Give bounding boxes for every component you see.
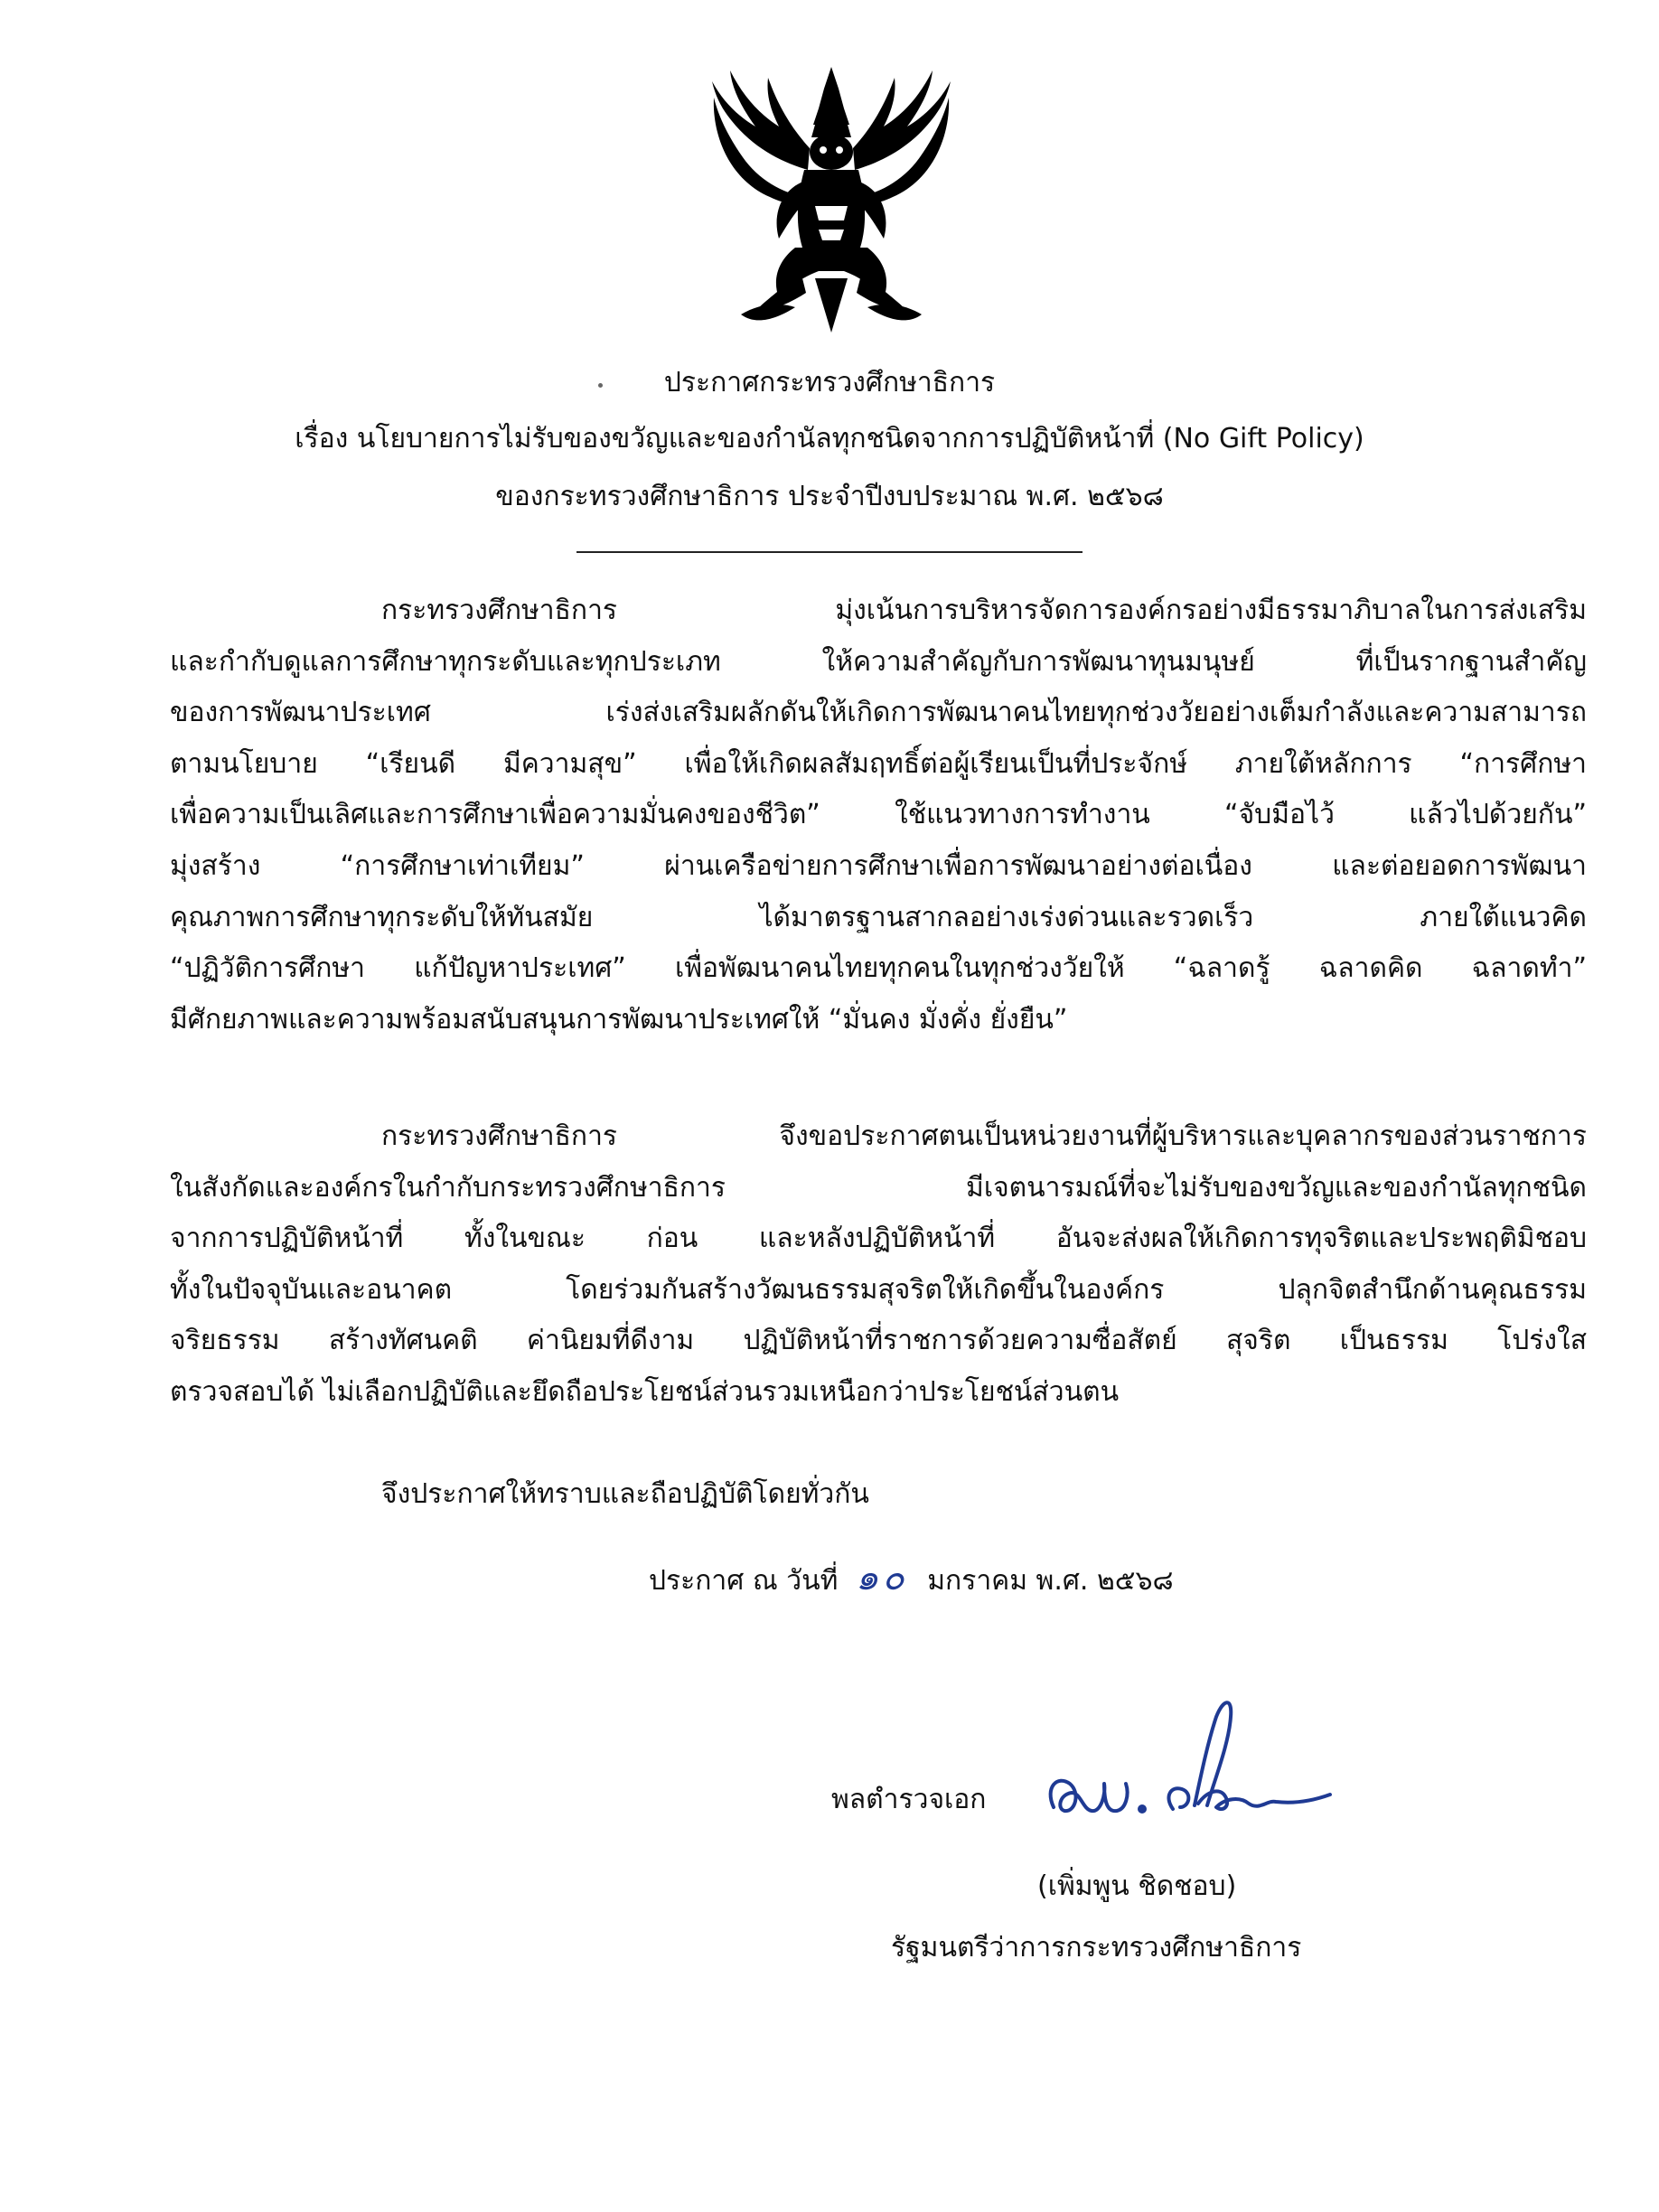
paragraph-line: มีศักยภาพและความพร้อมสนับสนุนการพัฒนาประเทศให้ “มั่นคง มั่งคั่ง ยั่งยืน”: [170, 1003, 1068, 1036]
signer-position: รัฐมนตรีว่าการกระทรวงศึกษาธิการ: [891, 1932, 1302, 1964]
announcement-title: ประกาศกระทรวงศึกษาธิการ: [663, 367, 996, 398]
paragraph-line: ตรวจสอบได้ ไม่เลือกปฏิบัติและยึดถือประโยชน์ส่วนรวมเหนือกว่าประโยชน์ส่วนตน: [170, 1375, 1120, 1408]
paragraph-2: [170, 1111, 1587, 1419]
paragraph-line: ตามนโยบาย “เรียนดี มีความสุข” เพื่อให้เกิดผลสัมฤทธิ์ต่อผู้เรียนเป็นที่ประจักษ์ ภายใต้หลักการ “การศึกษา: [170, 747, 1587, 780]
paragraph-line: กระทรวงศึกษาธิการ มุ่งเน้นการบริหารจัดการองค์กรอย่างมีธรรมาภิบาลในการส่งเสริม: [381, 595, 1587, 626]
date-prefix: ประกาศ ณ วันที่: [649, 1565, 839, 1597]
paragraph-line: ในสังกัดและองค์กรในกำกับกระทรวงศึกษาธิการ มีเจตนารมณ์ที่จะไม่รับของขวัญและของกำนัลทุกชนิด: [170, 1171, 1587, 1204]
paragraph-line: มุ่งสร้าง “การศึกษาเท่าเทียม” ผ่านเครือข่ายการศึกษาเพื่อการพัฒนาอย่างต่อเนื่อง และต่อยอดการพัฒนา: [170, 849, 1587, 882]
garuda-emblem-icon: [696, 61, 967, 338]
announcement-date: [649, 1552, 1174, 1607]
paragraph-1: [170, 586, 1587, 1045]
signer-name: (เพิ่มพูน ชิดชอบ): [1037, 1870, 1237, 1902]
signer-rank: พลตำรวจเอก: [831, 1784, 987, 1815]
closing-statement: [381, 1469, 1646, 1521]
paragraph-line: จริยธรรม สร้างทัศนคติ ค่านิยมที่ดีงาม ปฏิบัติหน้าที่ราชการด้วยความซื่อสัตย์ สุจริต เป็นธรรม โปร่งใส: [170, 1325, 1587, 1357]
paragraph-line: ของการพัฒนาประเทศ เร่งส่งเสริมผลักดันให้เกิดการพัฒนาคนไทยทุกช่วงวัยอย่างเต็มกำลังและความสามารถ: [170, 697, 1587, 729]
paragraph-line: คุณภาพการศึกษาทุกระดับให้ทันสมัย ได้มาตรฐานสากลอย่างเร่งด่วนและรวดเร็ว ภายใต้แนวคิด: [170, 901, 1587, 933]
handwritten-signature-icon: [1039, 1690, 1337, 1852]
announcement-subject-line2: ของกระทรวงศึกษาธิการ ประจำปีงบประมาณ พ.ศ. ๒๕๖๘: [495, 481, 1164, 512]
date-month-year: มกราคม พ.ศ. ๒๕๖๘: [927, 1565, 1174, 1597]
paragraph-line: “ปฏิวัติการศึกษา แก้ปัญหาประเทศ” เพื่อพัฒนาคนไทยทุกคนในทุกช่วงวัยให้ “ฉลาดรู้ ฉลาดคิด ฉลาดทำ”: [170, 952, 1587, 985]
paragraph-line: กระทรวงศึกษาธิการ จึงขอประกาศตนเป็นหน่วยงานที่ผู้บริหารและบุคลากรของส่วนราชการ: [381, 1120, 1587, 1152]
announcement-subject: เรื่อง นโยบายการไม่รับของขวัญและของกำนัลทุกชนิดจากการปฏิบัติหน้าที่ (No Gift Policy): [295, 423, 1364, 455]
paragraph-line: ทั้งในปัจจุบันและอนาคต โดยร่วมกันสร้างวัฒนธรรมสุจริตให้เกิดขึ้นในองค์กร ปลุกจิตสำนึกด้านคุณธรรม: [170, 1273, 1587, 1306]
title-divider: [576, 551, 1083, 553]
paragraph-line: จากการปฏิบัติหน้าที่ ทั้งในขณะ ก่อน และหลังปฏิบัติหน้าที่ อันจะส่งผลให้เกิดการทุจริตและประพฤติมิชอบ: [170, 1223, 1587, 1255]
paragraph-line: และกำกับดูแลการศึกษาทุกระดับและทุกประเภท ให้ความสำคัญกับการพัฒนาทุนมนุษย์ ที่เป็นรากฐานสำคัญ: [170, 645, 1587, 678]
closing-line: จึงประกาศให้ทราบและถือปฏิบัติโดยทั่วกัน: [381, 1478, 869, 1510]
paragraph-line: เพื่อความเป็นเลิศและการศึกษาเพื่อความมั่นคงของชีวิต” ใช้แนวทางการทำงาน “จับมือไว้ แล้วไปด้วยกัน”: [170, 799, 1587, 831]
date-day-handwritten: ๑๐: [855, 1557, 908, 1598]
